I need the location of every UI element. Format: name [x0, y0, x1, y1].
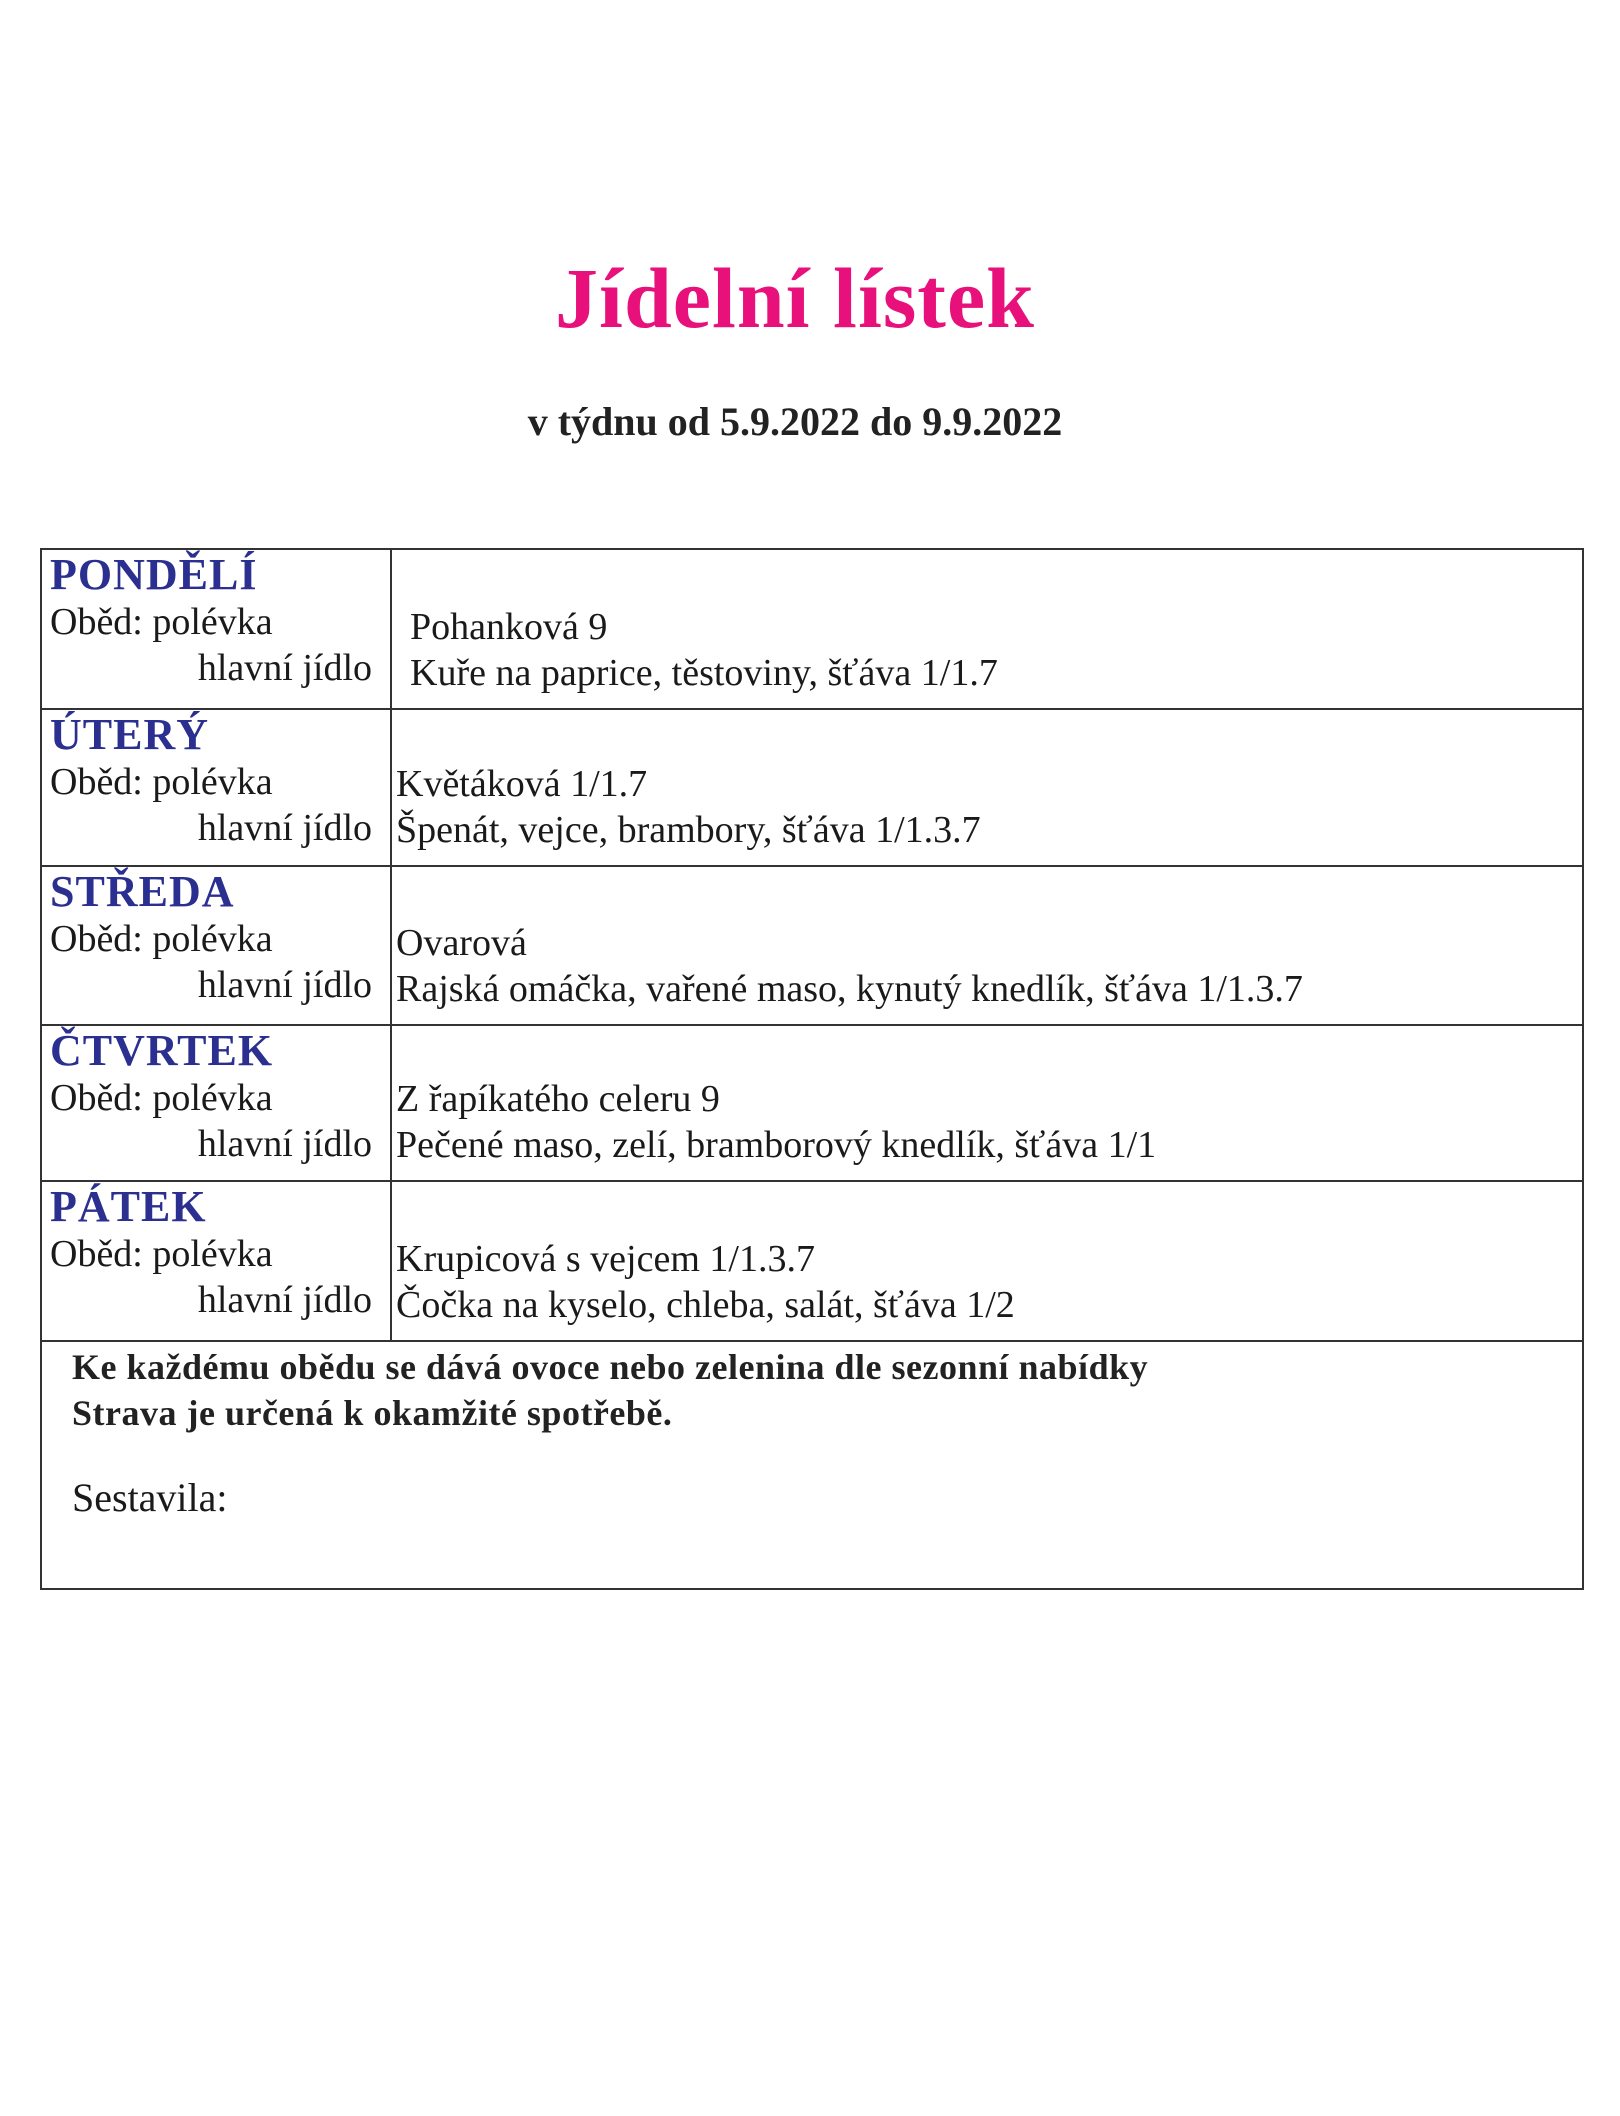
seasonal-note: Ke každému obědu se dává ovoce nebo zelenina dle sezonní nabídky — [72, 1347, 1149, 1387]
dishes-cell — [392, 867, 1582, 1024]
soup-label: Oběd: polévka — [50, 601, 273, 643]
soup-dish: Pohanková 9 — [410, 606, 608, 648]
day-label-cell — [42, 1026, 392, 1180]
day-name: ÚTERÝ — [50, 710, 210, 759]
day-row-tuesday — [42, 710, 1582, 867]
dishes-cell — [392, 1026, 1582, 1180]
main-dish: Čočka na kyselo, chleba, salát, šťáva 1/2 — [396, 1284, 1015, 1326]
footer-notes-cell — [42, 1342, 1582, 1588]
menu-table — [40, 548, 1584, 1590]
main-dish: Kuře na paprice, těstoviny, šťáva 1/1.7 — [410, 652, 998, 694]
day-label-cell — [42, 1182, 392, 1340]
dishes-cell — [392, 550, 1582, 708]
dishes-cell — [392, 710, 1582, 865]
day-row-friday — [42, 1182, 1582, 1342]
page-title: Jídelní lístek — [555, 250, 1035, 346]
day-name: PÁTEK — [50, 1182, 207, 1231]
soup-dish: Krupicová s vejcem 1/1.3.7 — [396, 1238, 815, 1280]
dishes-cell — [392, 1182, 1582, 1340]
day-row-monday — [42, 550, 1582, 710]
day-label-cell — [42, 550, 392, 708]
soup-label: Oběd: polévka — [50, 1077, 273, 1119]
week-range: v týdnu od 5.9.2022 do 9.9.2022 — [527, 399, 1063, 444]
main-dish-label: hlavní jídlo — [197, 964, 372, 1006]
main-dish: Rajská omáčka, vařené maso, kynutý knedlík, šťáva 1/1.3.7 — [396, 968, 1303, 1010]
soup-label: Oběd: polévka — [50, 918, 273, 960]
main-dish-label: hlavní jídlo — [197, 647, 372, 689]
day-label-cell — [42, 867, 392, 1024]
main-dish-label: hlavní jídlo — [197, 1279, 372, 1321]
day-name: ČTVRTEK — [50, 1026, 274, 1075]
day-name: STŘEDA — [50, 867, 235, 916]
main-dish-label: hlavní jídlo — [197, 1123, 372, 1165]
soup-label: Oběd: polévka — [50, 1233, 273, 1275]
soup-dish: Ovarová — [396, 922, 527, 964]
main-dish: Špenát, vejce, brambory, šťáva 1/1.3.7 — [396, 809, 981, 851]
soup-label: Oběd: polévka — [50, 761, 273, 803]
day-name: PONDĚLÍ — [50, 550, 258, 599]
main-dish-label: hlavní jídlo — [197, 807, 372, 849]
day-label-cell — [42, 710, 392, 865]
day-row-wednesday — [42, 867, 1582, 1026]
signature-label: Sestavila: — [72, 1475, 228, 1520]
consumption-note: Strava je určená k okamžité spotřebě. — [72, 1393, 673, 1433]
soup-dish: Květáková 1/1.7 — [396, 763, 648, 805]
main-dish: Pečené maso, zelí, bramborový knedlík, šťáva 1/1 — [396, 1124, 1157, 1166]
day-row-thursday — [42, 1026, 1582, 1182]
soup-dish: Z řapíkatého celeru 9 — [396, 1078, 720, 1120]
